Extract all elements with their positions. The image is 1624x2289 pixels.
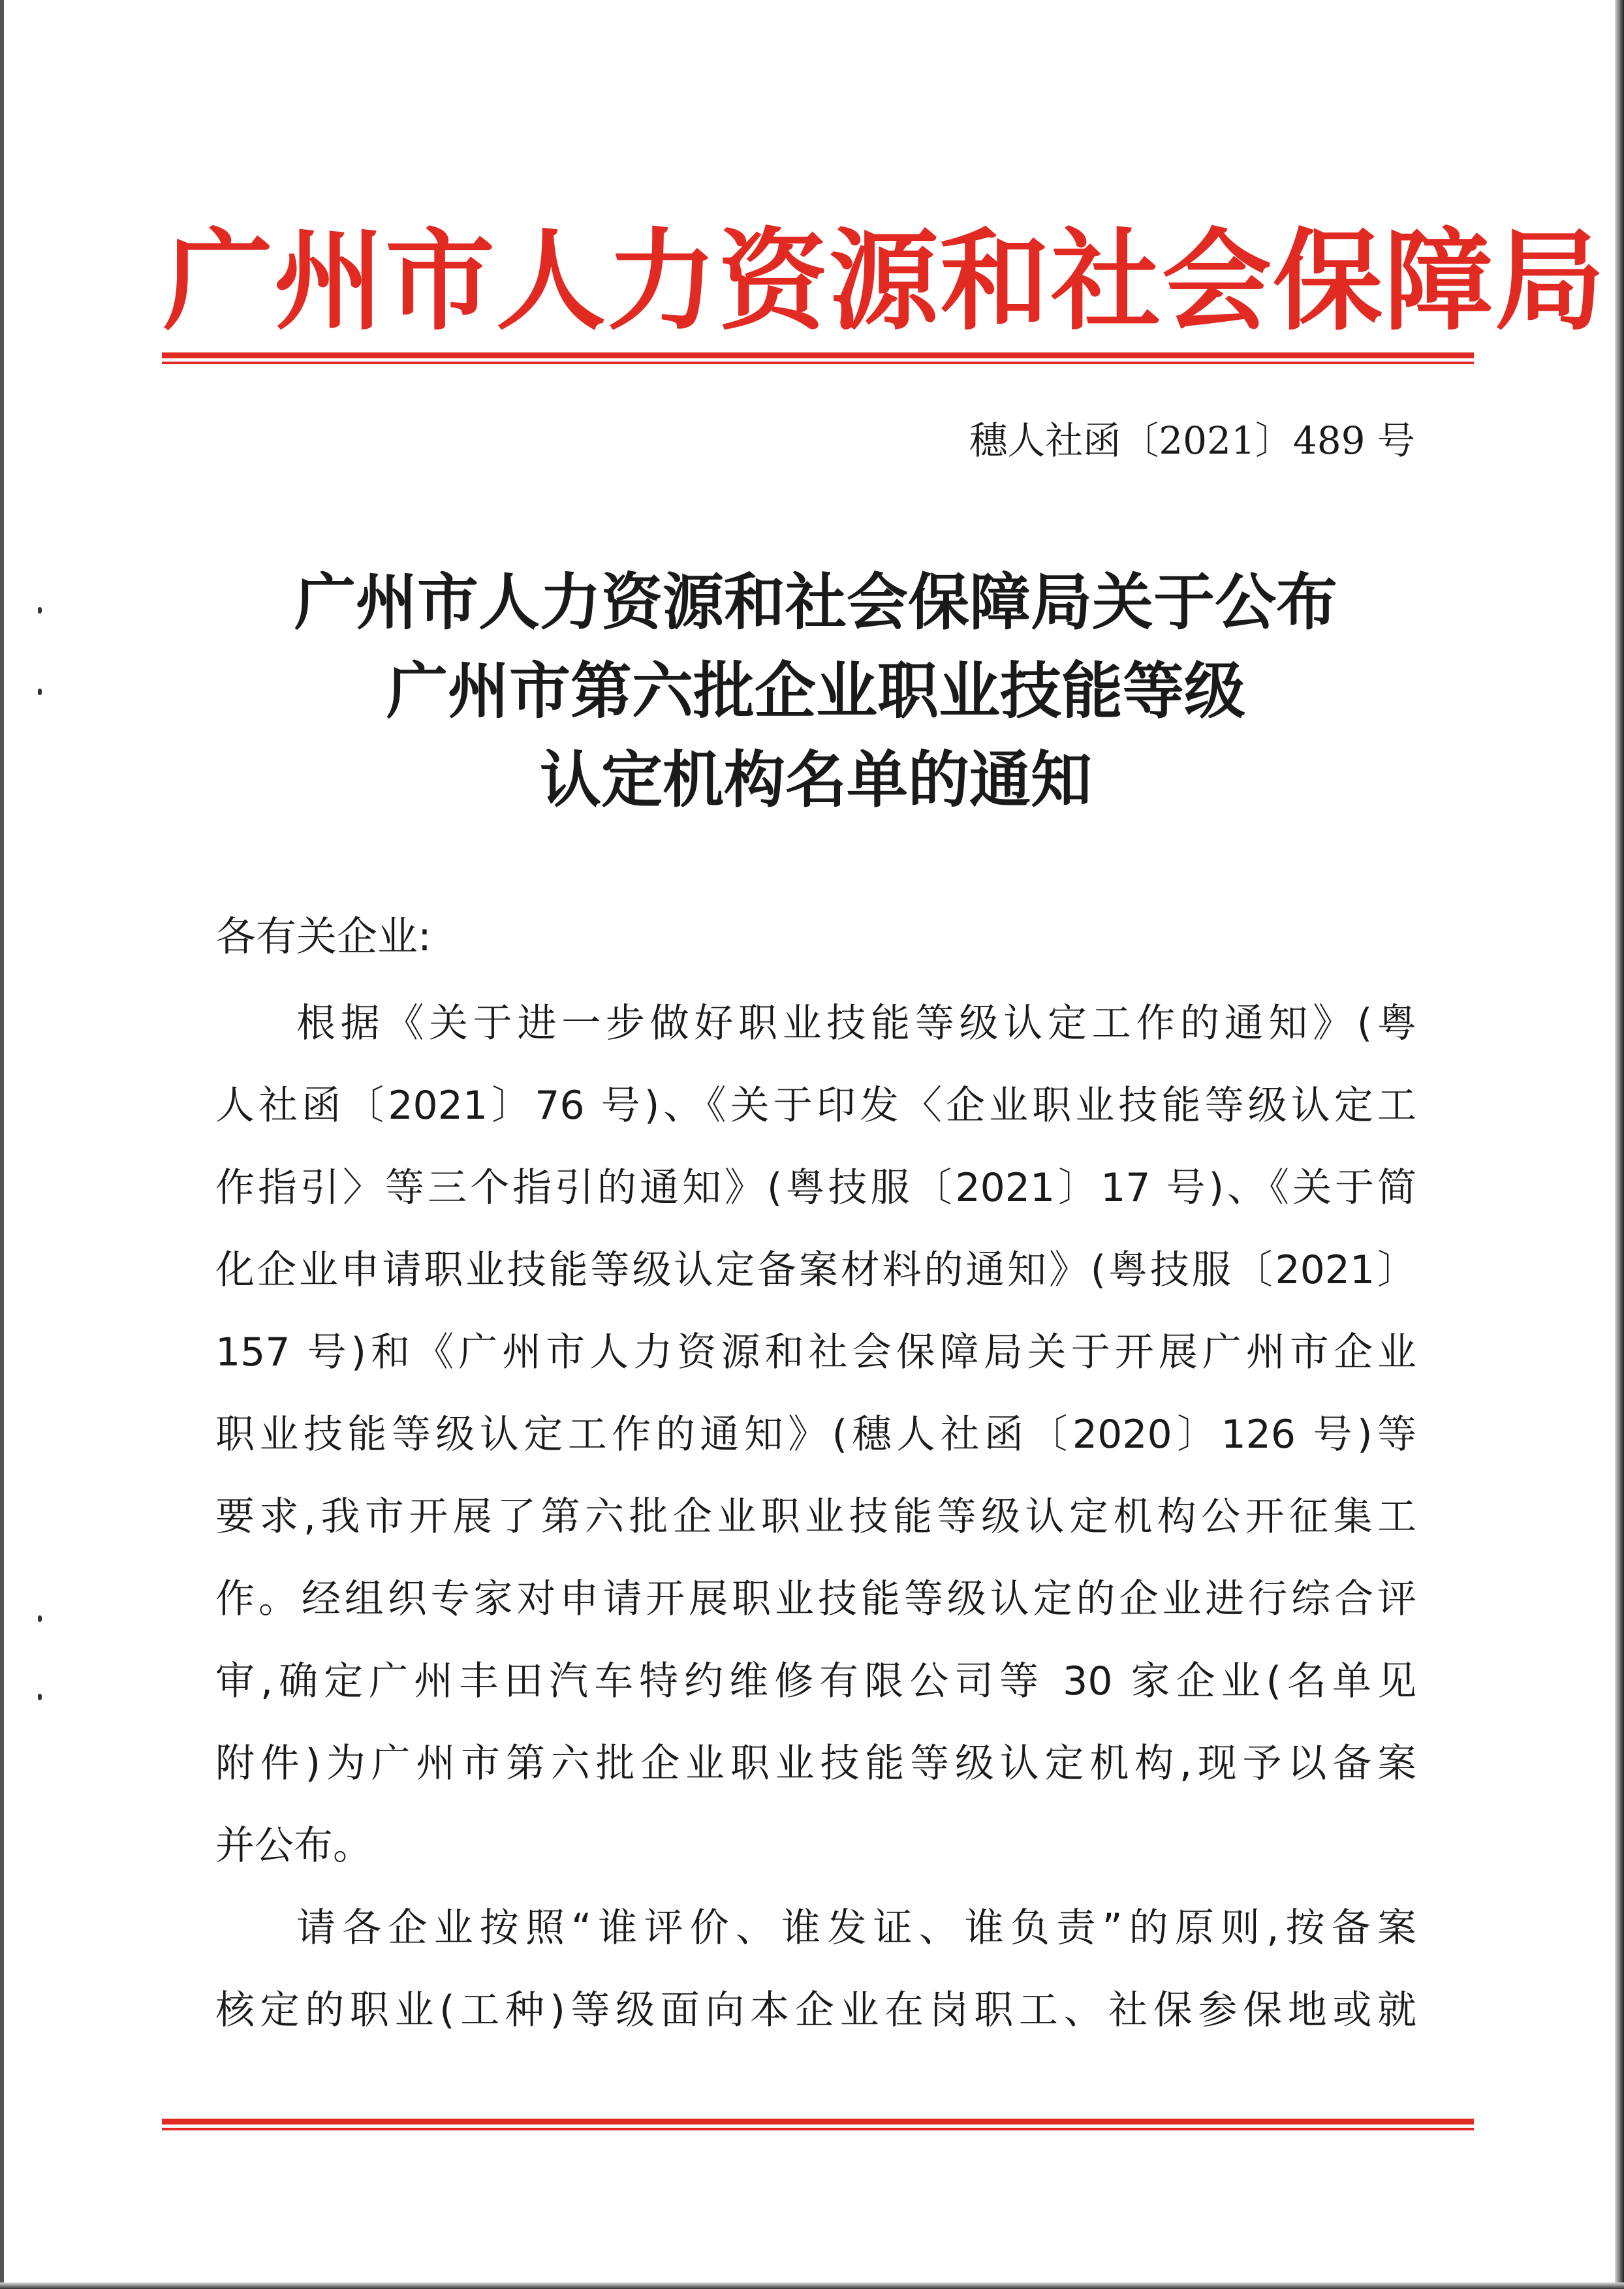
body-line: 作指引〉等三个指引的通知》(粤技服〔2021〕17 号)、《关于简 bbox=[215, 1165, 1416, 1211]
document-title bbox=[163, 558, 1469, 824]
scan-speck bbox=[38, 1694, 42, 1700]
footer-red-rule bbox=[162, 2119, 1474, 2130]
body-line: 核定的职业(工种)等级面向本企业在岗职工、社保参保地或就 bbox=[215, 1987, 1416, 2033]
body-line: 作。经组织专家对申请开展职业技能等级认定的企业进行综合评 bbox=[215, 1576, 1416, 1622]
scan-border-bottom bbox=[0, 2282, 1624, 2289]
title-line: 广州市人力资源和社会保障局关于公布 bbox=[294, 567, 1337, 638]
scan-border-left bbox=[0, 0, 4, 2289]
body-line: 附件)为广州市第六批企业职业技能等级认定机构,现予以备案 bbox=[215, 1741, 1416, 1786]
issuing-organization-header: 广州市人力资源和社会保障局 bbox=[163, 216, 1606, 345]
body-line: 化企业申请职业技能等级认定备案材料的通知》(粤技服〔2021〕 bbox=[215, 1247, 1416, 1293]
title-line: 认定机构名单的通知 bbox=[539, 744, 1092, 816]
scan-speck bbox=[38, 607, 42, 614]
scan-speck bbox=[38, 689, 42, 695]
header-red-rule bbox=[162, 352, 1474, 364]
body-line: 职业技能等级认定工作的通知》(穗人社函〔2020〕126 号)等 bbox=[215, 1412, 1416, 1457]
title-line: 广州市第六批企业职业技能等级 bbox=[386, 655, 1245, 727]
salutation: 各有关企业: bbox=[215, 912, 431, 960]
body-line: 请各企业按照“谁评价、谁发证、谁负责”的原则,按备案 bbox=[296, 1905, 1416, 1951]
body-text bbox=[215, 982, 1416, 2051]
scan-speck bbox=[38, 1615, 42, 1622]
document-number: 穗人社函〔2021〕489 号 bbox=[969, 418, 1415, 463]
scan-border-right bbox=[1615, 0, 1624, 2289]
body-line: 根据《关于进一步做好职业技能等级认定工作的通知》(粤 bbox=[296, 1001, 1416, 1046]
body-line: 审,确定广州丰田汽车特约维修有限公司等 30 家企业(名单见 bbox=[215, 1658, 1416, 1704]
body-line: 人社函〔2021〕76 号)、《关于印发〈企业职业技能等级认定工 bbox=[215, 1083, 1416, 1129]
body-line: 要求,我市开展了第六批企业职业技能等级认定机构公开征集工 bbox=[215, 1494, 1416, 1540]
body-line: 并公布。 bbox=[215, 1823, 372, 1869]
body-line: 157 号)和《广州市人力资源和社会保障局关于开展广州市企业 bbox=[215, 1330, 1416, 1375]
